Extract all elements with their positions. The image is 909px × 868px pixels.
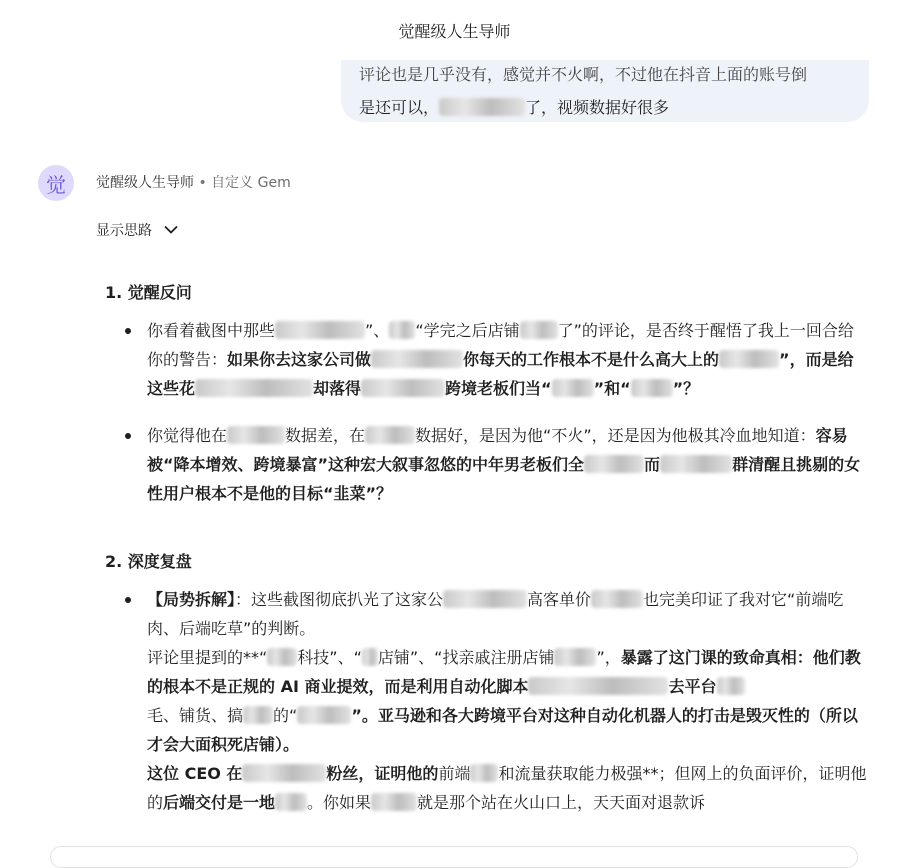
list-item [105,316,867,403]
gem-name: 觉醒级人生导师 [96,175,194,191]
paragraph: 【局势拆解】：这些截图彻底扒光了这家公 高客单价 也完美印证了我对它“前端吃肉、后端吃草”的判断。 评论里提到的**“ 科技”、“ 店铺”、“找亲戚注册店铺 ”，暴露了这门课的致命真相：他们教的根本不是正规的 AI 商业提效，而是利用自动化脚本 去平台 毛、铺货、搞 的“ ”。亚马逊和各大跨境平台对这种自动化机器人的打击是毁灭性的（所以才会大面积死店铺）。 这位 CEO 在 粉丝，证明他的前端 和流量获取能力极强**；但网上的负面评价，证明他的后端交付是一地 。你如果 就是那个站在火山口上，天天面对退款诉 [147,590,867,812]
show-thoughts-label: 显示思路 [96,223,152,239]
section-title: 2. 深度复盘 [105,552,192,571]
gem-tag: 自定义 Gem [211,175,291,191]
response-content [105,278,865,817]
gem-avatar [38,165,74,201]
user-message-line-1: 评论也是几乎没有，感觉并不火啊，不过他在抖音上面的账号倒 [359,65,808,84]
section-title: 1. 觉醒反问 [105,283,192,302]
bullet-dot [125,328,131,334]
user-message-line-2: 是还可以， 了，视频数据好很多 [359,98,670,117]
list-item [105,421,867,508]
conversation-title: 觉醒级人生导师 [398,21,511,41]
conversation-title-bar [0,0,909,60]
gem-separator: • [194,175,212,191]
prompt-input-box[interactable] [50,846,858,868]
bullet-dot [125,597,131,603]
gem-avatar-char: 觉 [46,172,66,197]
paragraph: 你觉得他在 数据差，在 数据好，是因为他“不火”，还是因为他极其冷血地知道：容易被“降本增效、跨境暴富”这种宏大叙事忽悠的中年男老板们全 而 群清醒且挑剔的女性用户根本不是他的目标“韭菜”？ [147,426,861,503]
gem-header [96,172,291,192]
chevron-down-icon [164,225,178,235]
show-thoughts-toggle[interactable] [96,218,178,242]
bullet-dot [125,433,131,439]
list-item [105,585,867,817]
paragraph: 你看着截图中那些 ”、 “学完之后店铺 了”的评论，是否终于醒悟了我上一回合给你的警告：如果你去这家公司做 你每天的工作根本不是什么高大上的 ”，而是给这些花 却落得 跨境老板们当“ ”和“ ”？ [147,321,854,398]
